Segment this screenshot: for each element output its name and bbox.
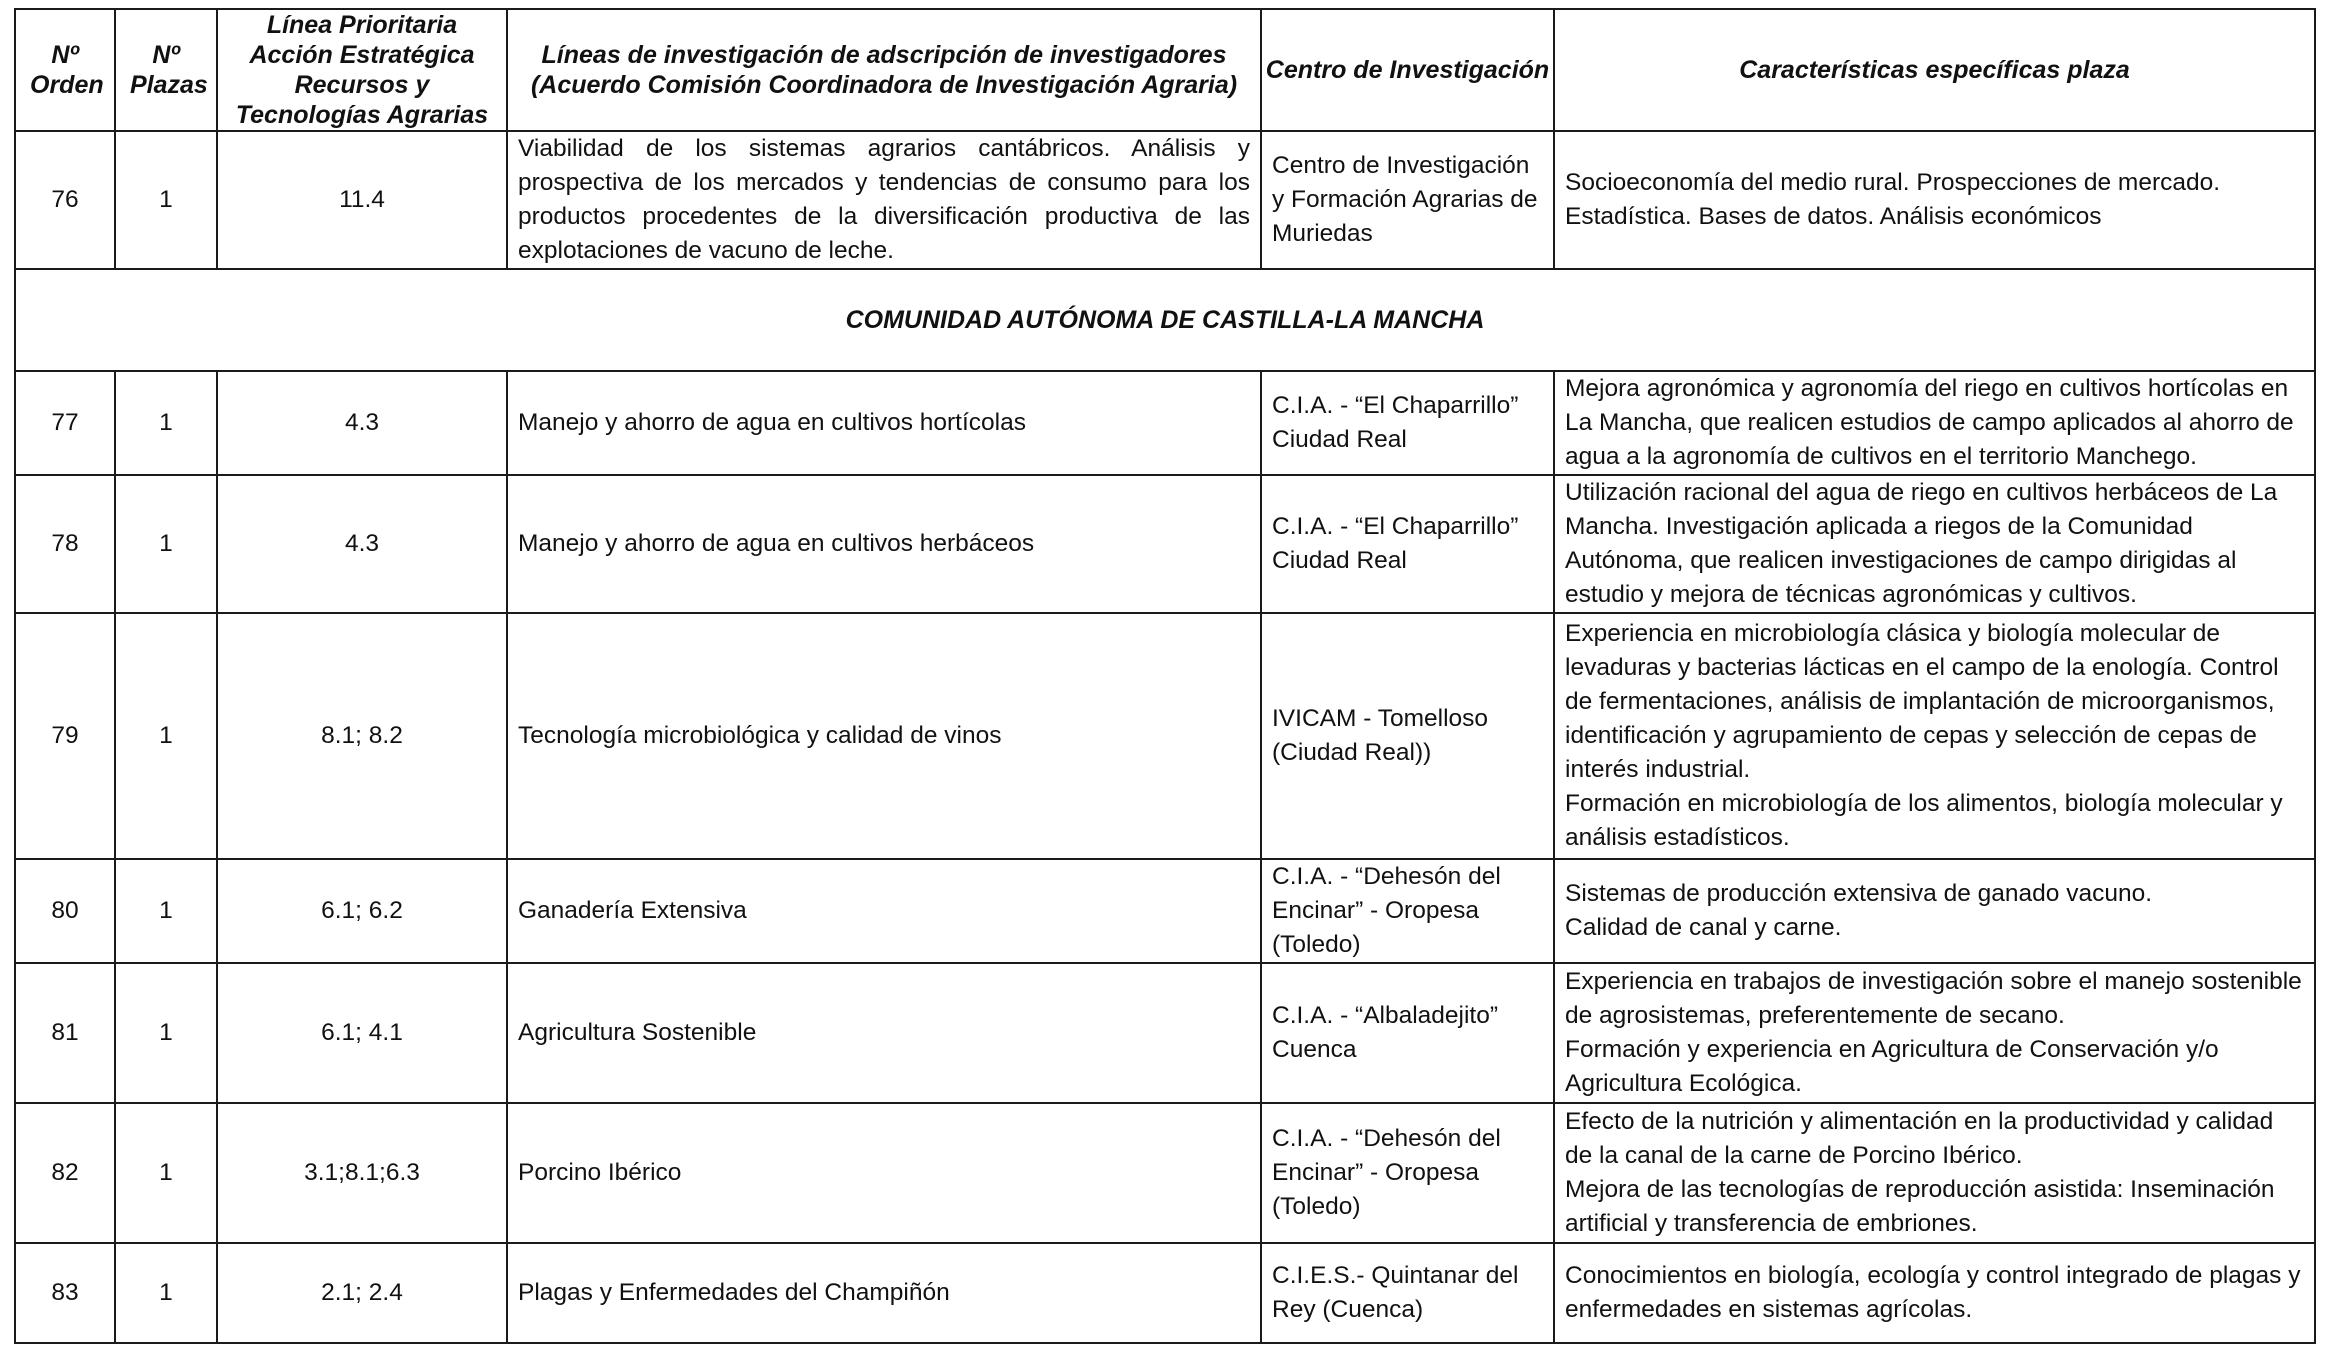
cell-caracteristicas [1554,1103,2315,1243]
header-plazas-label: Nº Plazas [130,41,208,99]
cell-plazas: 1 [115,475,217,613]
cell-linea: 4.3 [217,475,507,613]
cell-orden: 83 [15,1243,115,1343]
cell-linea: 11.4 [217,131,507,269]
header-centro [1261,9,1554,131]
cell-plazas: 1 [115,371,217,475]
header-caracteristicas-label: Características específicas plaza [1739,56,2130,84]
table-row [15,1243,2315,1343]
cell-lineas-investigacion: Porcino Ibérico [507,1103,1261,1243]
cell-orden: 80 [15,859,115,963]
cell-caracteristicas [1554,131,2315,269]
cell-caracteristicas [1554,963,2315,1103]
table-row [15,1103,2315,1243]
table-row [15,613,2315,859]
cell-lineas-investigacion: Tecnología microbiológica y calidad de vinos [507,613,1261,859]
header-linea-prioritaria [217,9,507,131]
caracteristicas-paragraph: Mejora agronómica y agronomía del riego en cultivos hortícolas en La Mancha, que realicen estudios de campo aplicados al ahorro de agua a la agronomía de cultivos en el territorio Manchego. [1565,375,2294,470]
caracteristicas-paragraph: Sistemas de producción extensiva de ganado vacuno. [1565,880,2153,907]
cell-lineas-investigacion: Plagas y Enfermedades del Champiñón [507,1243,1261,1343]
cell-centro: IVICAM - Tomelloso (Ciudad Real)) [1261,613,1554,859]
cell-linea: 2.1; 2.4 [217,1243,507,1343]
caracteristicas-paragraph: Experiencia en microbiología clásica y biología molecular de levaduras y bacterias lácticas en el campo de la enología. Control de fermentaciones, análisis de implantación de microorganismos, identificación y agrupamiento de cepas y selección de cepas de interés industrial. [1565,620,2279,783]
caracteristicas-paragraph: Formación y experiencia en Agricultura de Conservación y/o Agricultura Ecológica. [1565,1036,2219,1097]
cell-centro: C.I.E.S.- Quintanar del Rey (Cuenca) [1261,1243,1554,1343]
plazas-table [14,8,2316,1344]
cell-plazas: 1 [115,1103,217,1243]
caracteristicas-paragraph: Mejora de las tecnologías de reproducción asistida: Inseminación artificial y transferencia de embriones. [1565,1176,2275,1237]
cell-linea: 6.1; 6.2 [217,859,507,963]
cell-plazas: 1 [115,859,217,963]
header-linea-prioritaria-label: Línea Prioritaria Acción Estratégica Recursos y Tecnologías Agrarias [235,11,489,129]
header-plazas [115,9,217,131]
header-lineas-investigacion [507,9,1261,131]
cell-centro: C.I.A. - “El Chaparrillo” Ciudad Real [1261,371,1554,475]
cell-linea: 8.1; 8.2 [217,613,507,859]
header-caracteristicas [1554,9,2315,131]
caracteristicas-paragraph: Conocimientos en biología, ecología y control integrado de plagas y enfermedades en sistemas agrícolas. [1565,1262,2301,1323]
section-title: COMUNIDAD AUTÓNOMA DE CASTILLA-LA MANCHA [15,269,2315,371]
header-lineas-investigacion-line1: Líneas de investigación de adscripción de investigadores [541,41,1227,69]
header-lineas-investigacion-line2: (Acuerdo Comisión Coordinadora de Investigación Agraria) [530,71,1238,99]
caracteristicas-paragraph: Socioeconomía del medio rural. Prospecciones de mercado. Estadística. Bases de datos. Análisis económicos [1565,169,2221,230]
cell-orden: 76 [15,131,115,269]
cell-orden: 82 [15,1103,115,1243]
cell-lineas-investigacion: Viabilidad de los sistemas agrarios cantábricos. Análisis y prospectiva de los mercados y tendencias de consumo para los productos procedentes de la diversificación productiva de las explotaciones de vacuno de leche. [507,131,1261,269]
caracteristicas-paragraph: Utilización racional del agua de riego en cultivos herbáceos de La Mancha. Investigación aplicada a riegos de la Comunidad Autónoma, que realicen investigaciones de campo dirigidas al estudio y mejora de técnicas agronómicas y cultivos. [1565,479,2278,608]
table-row [15,131,2315,269]
cell-caracteristicas [1554,859,2315,963]
cell-orden: 81 [15,963,115,1103]
caracteristicas-paragraph: Efecto de la nutrición y alimentación en la productividad y calidad de la canal de la carne de Porcino Ibérico. [1565,1108,2274,1169]
cell-orden: 79 [15,613,115,859]
table-row [15,859,2315,963]
cell-plazas: 1 [115,131,217,269]
cell-lineas-investigacion: Agricultura Sostenible [507,963,1261,1103]
section-row [15,269,2315,371]
cell-plazas: 1 [115,1243,217,1343]
cell-orden: 78 [15,475,115,613]
header-centro-label: Centro de Investigación [1265,56,1550,84]
caracteristicas-paragraph: Formación en microbiología de los alimentos, biología molecular y análisis estadísticos. [1565,790,2283,851]
table-row [15,475,2315,613]
cell-linea: 6.1; 4.1 [217,963,507,1103]
cell-plazas: 1 [115,963,217,1103]
cell-lineas-investigacion: Manejo y ahorro de agua en cultivos herbáceos [507,475,1261,613]
cell-centro: C.I.A. - “Dehesón del Encinar” - Oropesa (Toledo) [1261,859,1554,963]
cell-lineas-investigacion: Manejo y ahorro de agua en cultivos hortícolas [507,371,1261,475]
cell-caracteristicas [1554,613,2315,859]
cell-lineas-investigacion: Ganadería Extensiva [507,859,1261,963]
cell-centro: C.I.A. - “Dehesón del Encinar” - Oropesa (Toledo) [1261,1103,1554,1243]
cell-linea: 3.1;8.1;6.3 [217,1103,507,1243]
cell-caracteristicas [1554,1243,2315,1343]
cell-caracteristicas [1554,371,2315,475]
header-orden [15,9,115,131]
cell-centro: C.I.A. - “El Chaparrillo” Ciudad Real [1261,475,1554,613]
cell-caracteristicas [1554,475,2315,613]
caracteristicas-paragraph: Calidad de canal y carne. [1565,914,1842,941]
cell-centro: C.I.A. - “Albaladejito” Cuenca [1261,963,1554,1103]
table-row [15,963,2315,1103]
header-row [15,9,2315,131]
caracteristicas-paragraph: Experiencia en trabajos de investigación sobre el manejo sostenible de agrosistemas, preferentemente de secano. [1565,968,2302,1029]
header-orden-label: Nº Orden [30,41,104,99]
cell-plazas: 1 [115,613,217,859]
cell-linea: 4.3 [217,371,507,475]
cell-centro: Centro de Investigación y Formación Agrarias de Muriedas [1261,131,1554,269]
table-row [15,371,2315,475]
cell-orden: 77 [15,371,115,475]
